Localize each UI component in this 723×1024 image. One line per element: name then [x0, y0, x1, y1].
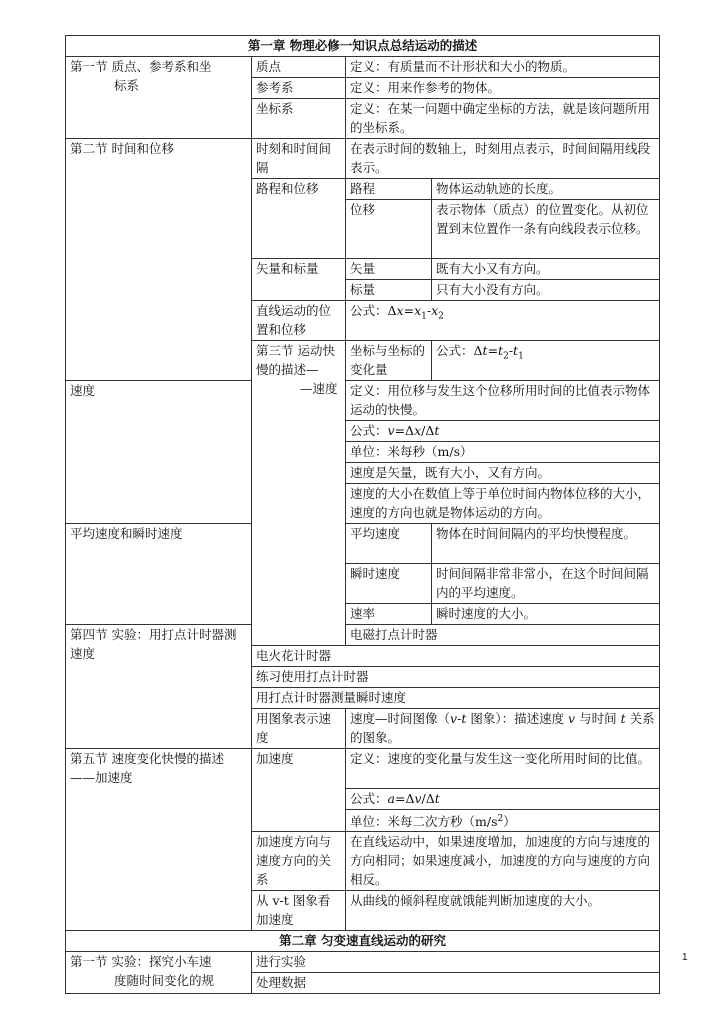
list-item: 练习使用打点计时器 [252, 667, 660, 688]
subtopic-cell: 平均速度 [346, 524, 432, 564]
desc-cell: 定义：在某一问题中确定坐标的方法，就是该问题所用的坐标系。 [346, 99, 660, 139]
desc-cell: 在表示时间的数轴上，时刻用点表示，时间间隔用线段表示。 [346, 139, 660, 179]
list-item: 进行实验 [252, 952, 660, 973]
desc-cell: 既有大小又有方向。 [432, 259, 660, 280]
desc-cell: 表示物体（质点）的位置变化。从初位置到末位置作一条有向线段表示位移。 [432, 200, 660, 259]
subtopic-cell: 矢量 [346, 259, 432, 280]
desc-cell: 单位：米每二次方秒$(m/s^2)$ [346, 810, 660, 832]
section-title: 第四节 实验：用打点计时器测速度 [66, 625, 252, 749]
subtopic-cell: 速率 [346, 604, 432, 625]
desc-cell: 速度—时间图像（v-t 图象）：描述速度 v 与时间 t 关系的图象。 [346, 709, 660, 749]
topic-cell: 坐标与坐标的变化量 [346, 341, 432, 381]
topic-cell: 速度 [66, 381, 252, 524]
desc-cell: 定义：速度的变化量与发生这一变化所用时间的比值。 [346, 749, 660, 789]
notes-table [65, 35, 660, 994]
topic-cell: 直线运动的位置和位移 [252, 301, 346, 341]
desc-cell: 定义：用位移与发生这个位移所用时间的比值表示物体运动的快慢。 [346, 381, 660, 421]
topic-cell: 加速度方向与速度方向的关系 [252, 832, 346, 891]
section-title: 第一节 实验：探究小车速 度随时间变化的规 [66, 952, 252, 994]
list-item: 电磁打点计时器 [346, 625, 660, 646]
topic-cell: 参考系 [252, 78, 346, 99]
chapter-heading: 第二章 匀变速直线运动的研究 [66, 931, 660, 952]
desc-cell: 定义：用来作参考的物体。 [346, 78, 660, 99]
formula-cell: 公式：v=Δx/Δt [346, 421, 660, 442]
desc-cell: 速度的大小在数值上等于单位时间内物体位移的大小，速度的方向也就是物体运动的方向。 [346, 484, 660, 524]
desc-cell: 时间间隔非常非常小，在这个时间间隔内的平均速度。 [432, 564, 660, 604]
topic-cell: 矢量和标量 [252, 259, 346, 301]
section-title: 第五节 速度变化快慢的描述——加速度 [66, 749, 252, 931]
desc-cell: 在直线运动中，如果速度增加，加速度的方向与速度的方向相同；如果速度减小，加速度的方向与速度的方向相反。 [346, 832, 660, 891]
section-title: 第一节 质点、参考系和坐 标系 [66, 57, 252, 139]
chapter-heading: 第一章 物理必修一知识点总结运动的描述 [66, 36, 660, 57]
topic-cell: 坐标系 [252, 99, 346, 139]
section-title: 第三节 运动快慢的描述— —速度 [252, 341, 346, 646]
subtopic-cell: 标量 [346, 280, 432, 301]
desc-cell: 物体在时间间隔内的平均快慢程度。 [432, 524, 660, 564]
desc-cell: 单位：米每秒（m/s） [346, 442, 660, 463]
topic-cell: 路程和位移 [252, 179, 346, 259]
subtopic-cell: 瞬时速度 [346, 564, 432, 604]
desc-cell: 速度是矢量，既有大小，又有方向。 [346, 463, 660, 484]
topic-cell: 时刻和时间间隔 [252, 139, 346, 179]
list-item: 用打点计时器测量瞬时速度 [252, 688, 660, 709]
subtopic-cell: 路程 [346, 179, 432, 200]
page-number: 1 [682, 952, 688, 963]
desc-cell: 只有大小没有方向。 [432, 280, 660, 301]
section-title: 第二节 时间和位移 [66, 139, 252, 381]
formula-cell: 公式：$\Delta t=t_2-t_1$ [432, 341, 660, 381]
desc-cell: 定义：有质量而不计形状和大小的物质。 [346, 57, 660, 78]
topic-cell: 从 v-t 图象看加速度 [252, 891, 346, 931]
formula-cell: 公式：a=Δv/Δt [346, 789, 660, 810]
desc-cell: 瞬时速度的大小。 [432, 604, 660, 625]
formula-cell: 公式：$\Delta x=x_1-x_2$ [346, 301, 660, 341]
topic-cell: 平均速度和瞬时速度 [66, 524, 252, 625]
topic-cell: 用图象表示速度 [252, 709, 346, 749]
list-item: 处理数据 [252, 973, 660, 994]
desc-cell: 从曲线的倾斜程度就饿能判断加速度的大小。 [346, 891, 660, 931]
desc-cell: 物体运动轨迹的长度。 [432, 179, 660, 200]
topic-cell: 加速度 [252, 749, 346, 832]
list-item: 电火花计时器 [252, 646, 660, 667]
topic-cell: 质点 [252, 57, 346, 78]
subtopic-cell: 位移 [346, 200, 432, 259]
